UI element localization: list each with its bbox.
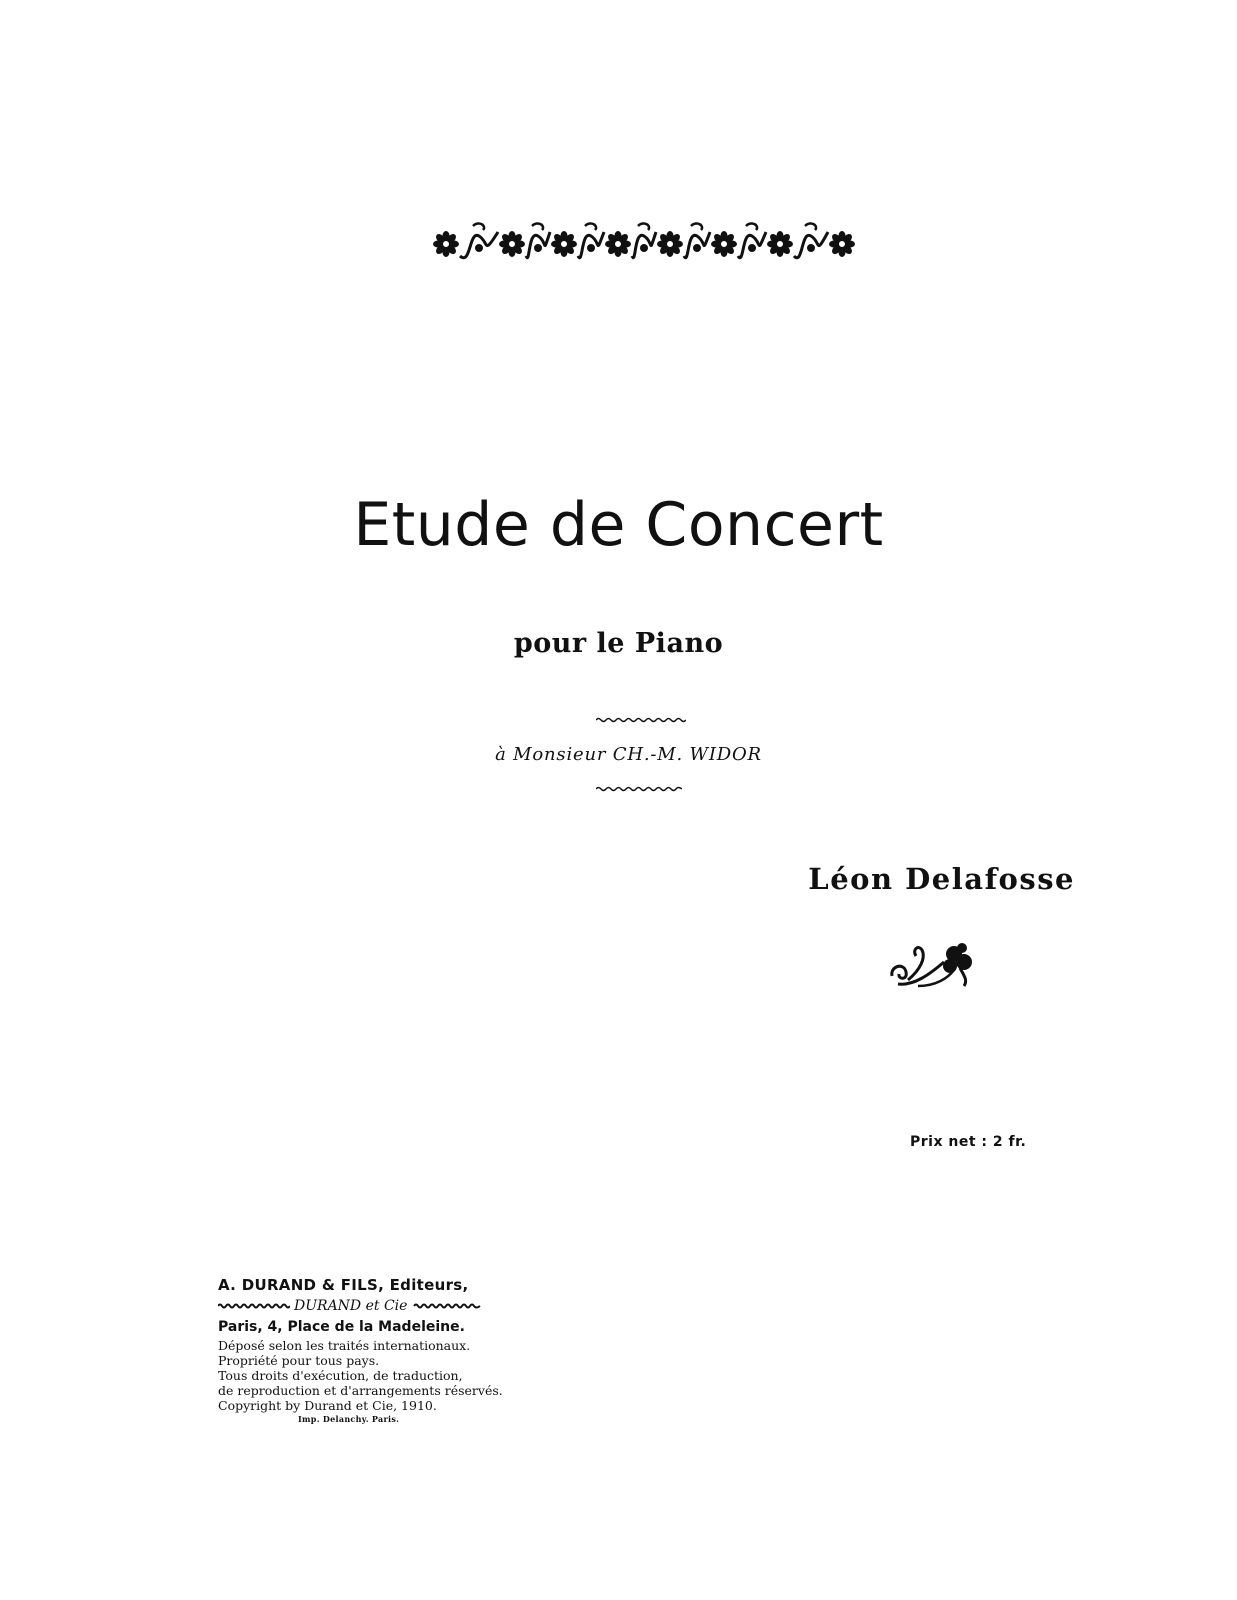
publisher-address: Paris, 4, Place de la Madeleine. bbox=[218, 1319, 465, 1335]
clover-flourish-icon bbox=[888, 940, 980, 992]
legal-line: Propriété pour tous pays. bbox=[218, 1353, 380, 1368]
floral-ornament-band-icon bbox=[424, 218, 864, 270]
printer-credit: Imp. Delanchy. Paris. bbox=[298, 1414, 400, 1424]
publisher-name: A. DURAND & FILS, Editeurs, bbox=[218, 1276, 469, 1294]
wavy-ornament-icon bbox=[411, 1303, 483, 1309]
price: Prix net : 2 fr. bbox=[910, 1134, 1027, 1150]
legal-line: Tous droits d'exécution, de traduction, bbox=[218, 1368, 463, 1383]
brand-line bbox=[218, 1296, 538, 1316]
brand-name: DURAND et Cie bbox=[294, 1298, 408, 1314]
publisher-imprint bbox=[218, 1274, 538, 1425]
composer-name: Léon Delafosse bbox=[808, 862, 1075, 896]
wavy-divider-top bbox=[596, 717, 686, 723]
wavy-ornament-icon bbox=[218, 1303, 290, 1309]
dedication: à Monsieur CH.-M. WIDOR bbox=[495, 744, 762, 765]
page-title: Etude de Concert bbox=[353, 490, 884, 560]
legal-line: Déposé selon les traités internationaux. bbox=[218, 1338, 471, 1353]
subtitle: pour le Piano bbox=[513, 628, 724, 659]
copyright-line: Copyright by Durand et Cie, 1910. bbox=[218, 1398, 437, 1413]
wavy-divider-bottom bbox=[596, 786, 682, 792]
legal-line: de reproduction et d'arrangements réservés. bbox=[218, 1383, 503, 1398]
